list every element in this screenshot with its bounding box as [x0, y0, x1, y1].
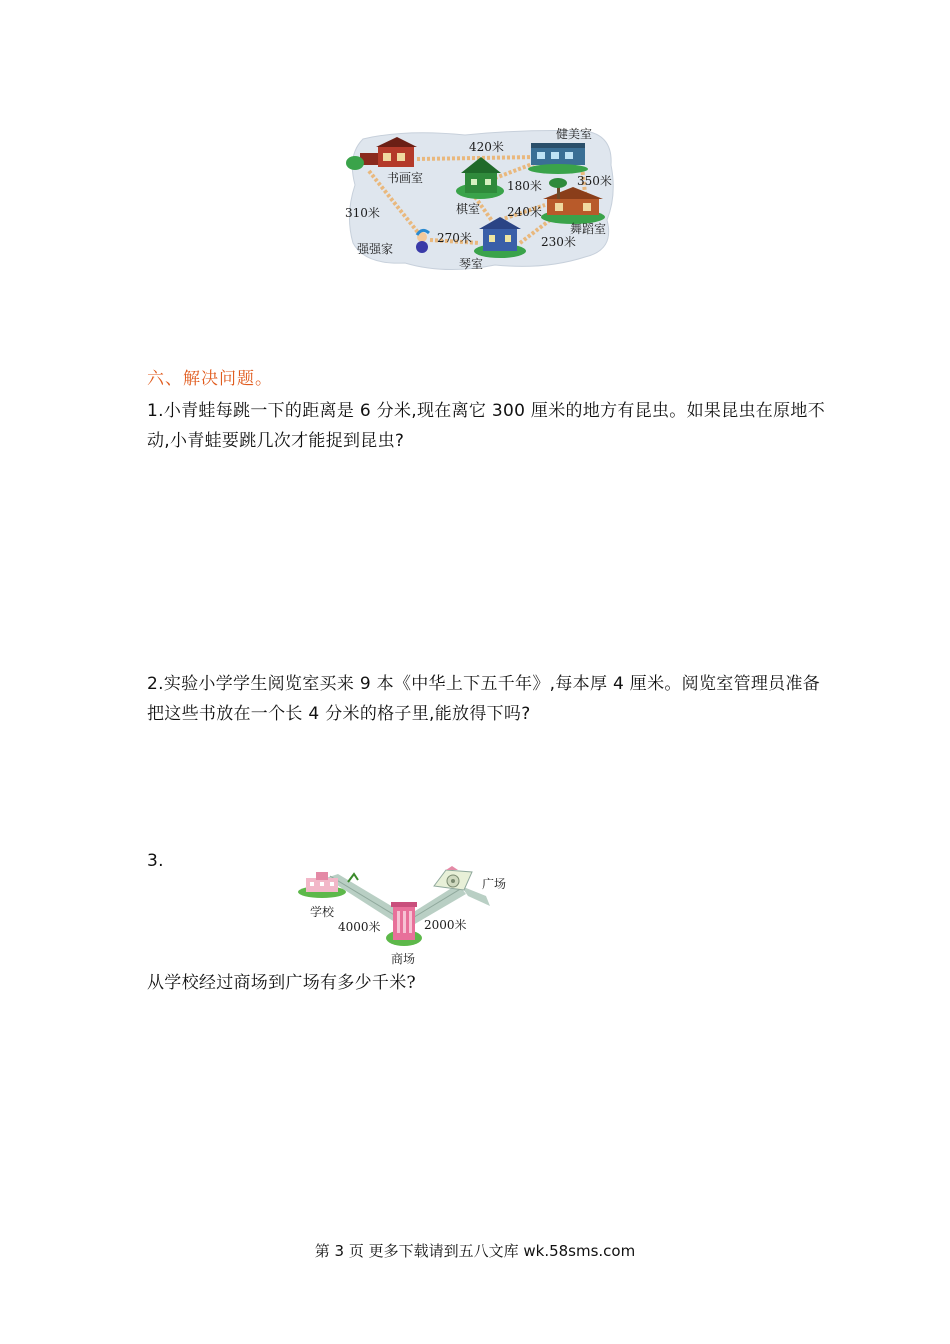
label-mall: 商场 [391, 952, 416, 966]
question-2: 2.实验小学学生阅览室买来 9 本《中华上下五千年》,每本厚 4 厘米。阅览室管理员准备把这些书放在一个长 4 分米的格子里,能放得下吗? [147, 674, 821, 724]
plaza-icon [434, 866, 472, 890]
label-plaza: 广场 [482, 877, 507, 891]
distance-230: 230米 [541, 235, 576, 249]
question-1: 1.小青蛙每跳一下的距离是 6 分米,现在离它 300 厘米的地方有昆虫。如果昆虫在原地不动,小青蛙要跳几次才能捉到昆虫? [147, 401, 826, 451]
label-dist-left: 4000米 [338, 920, 381, 934]
distance-310: 310米 [345, 206, 380, 220]
jianmei-building [528, 143, 588, 174]
label-qishi: 棋室 [456, 202, 481, 216]
distance-350: 350米 [577, 174, 612, 188]
distance-420: 420米 [469, 140, 504, 154]
label-home: 强强家 [357, 242, 394, 256]
label-shuhua: 书画室 [387, 171, 424, 185]
question-3-number: 3. [147, 851, 164, 871]
page-footer: 第 3 页 更多下载请到五八文库 wk.58sms.com [314, 1242, 636, 1260]
distance-180: 180米 [507, 179, 542, 193]
section-heading: 六、解决问题。 [147, 369, 273, 389]
label-school: 学校 [310, 905, 335, 919]
campus-map-figure [345, 125, 617, 275]
label-qinshi: 琴室 [459, 257, 484, 271]
question-3: 从学校经过商场到广场有多少千米? [147, 973, 416, 993]
label-jianmei: 健美室 [556, 127, 593, 141]
distance-240: 240米 [507, 205, 542, 219]
distance-270: 270米 [437, 231, 472, 245]
label-dist-right: 2000米 [424, 918, 467, 932]
route-figure [296, 866, 516, 966]
label-wudao: 舞蹈室 [570, 222, 607, 236]
